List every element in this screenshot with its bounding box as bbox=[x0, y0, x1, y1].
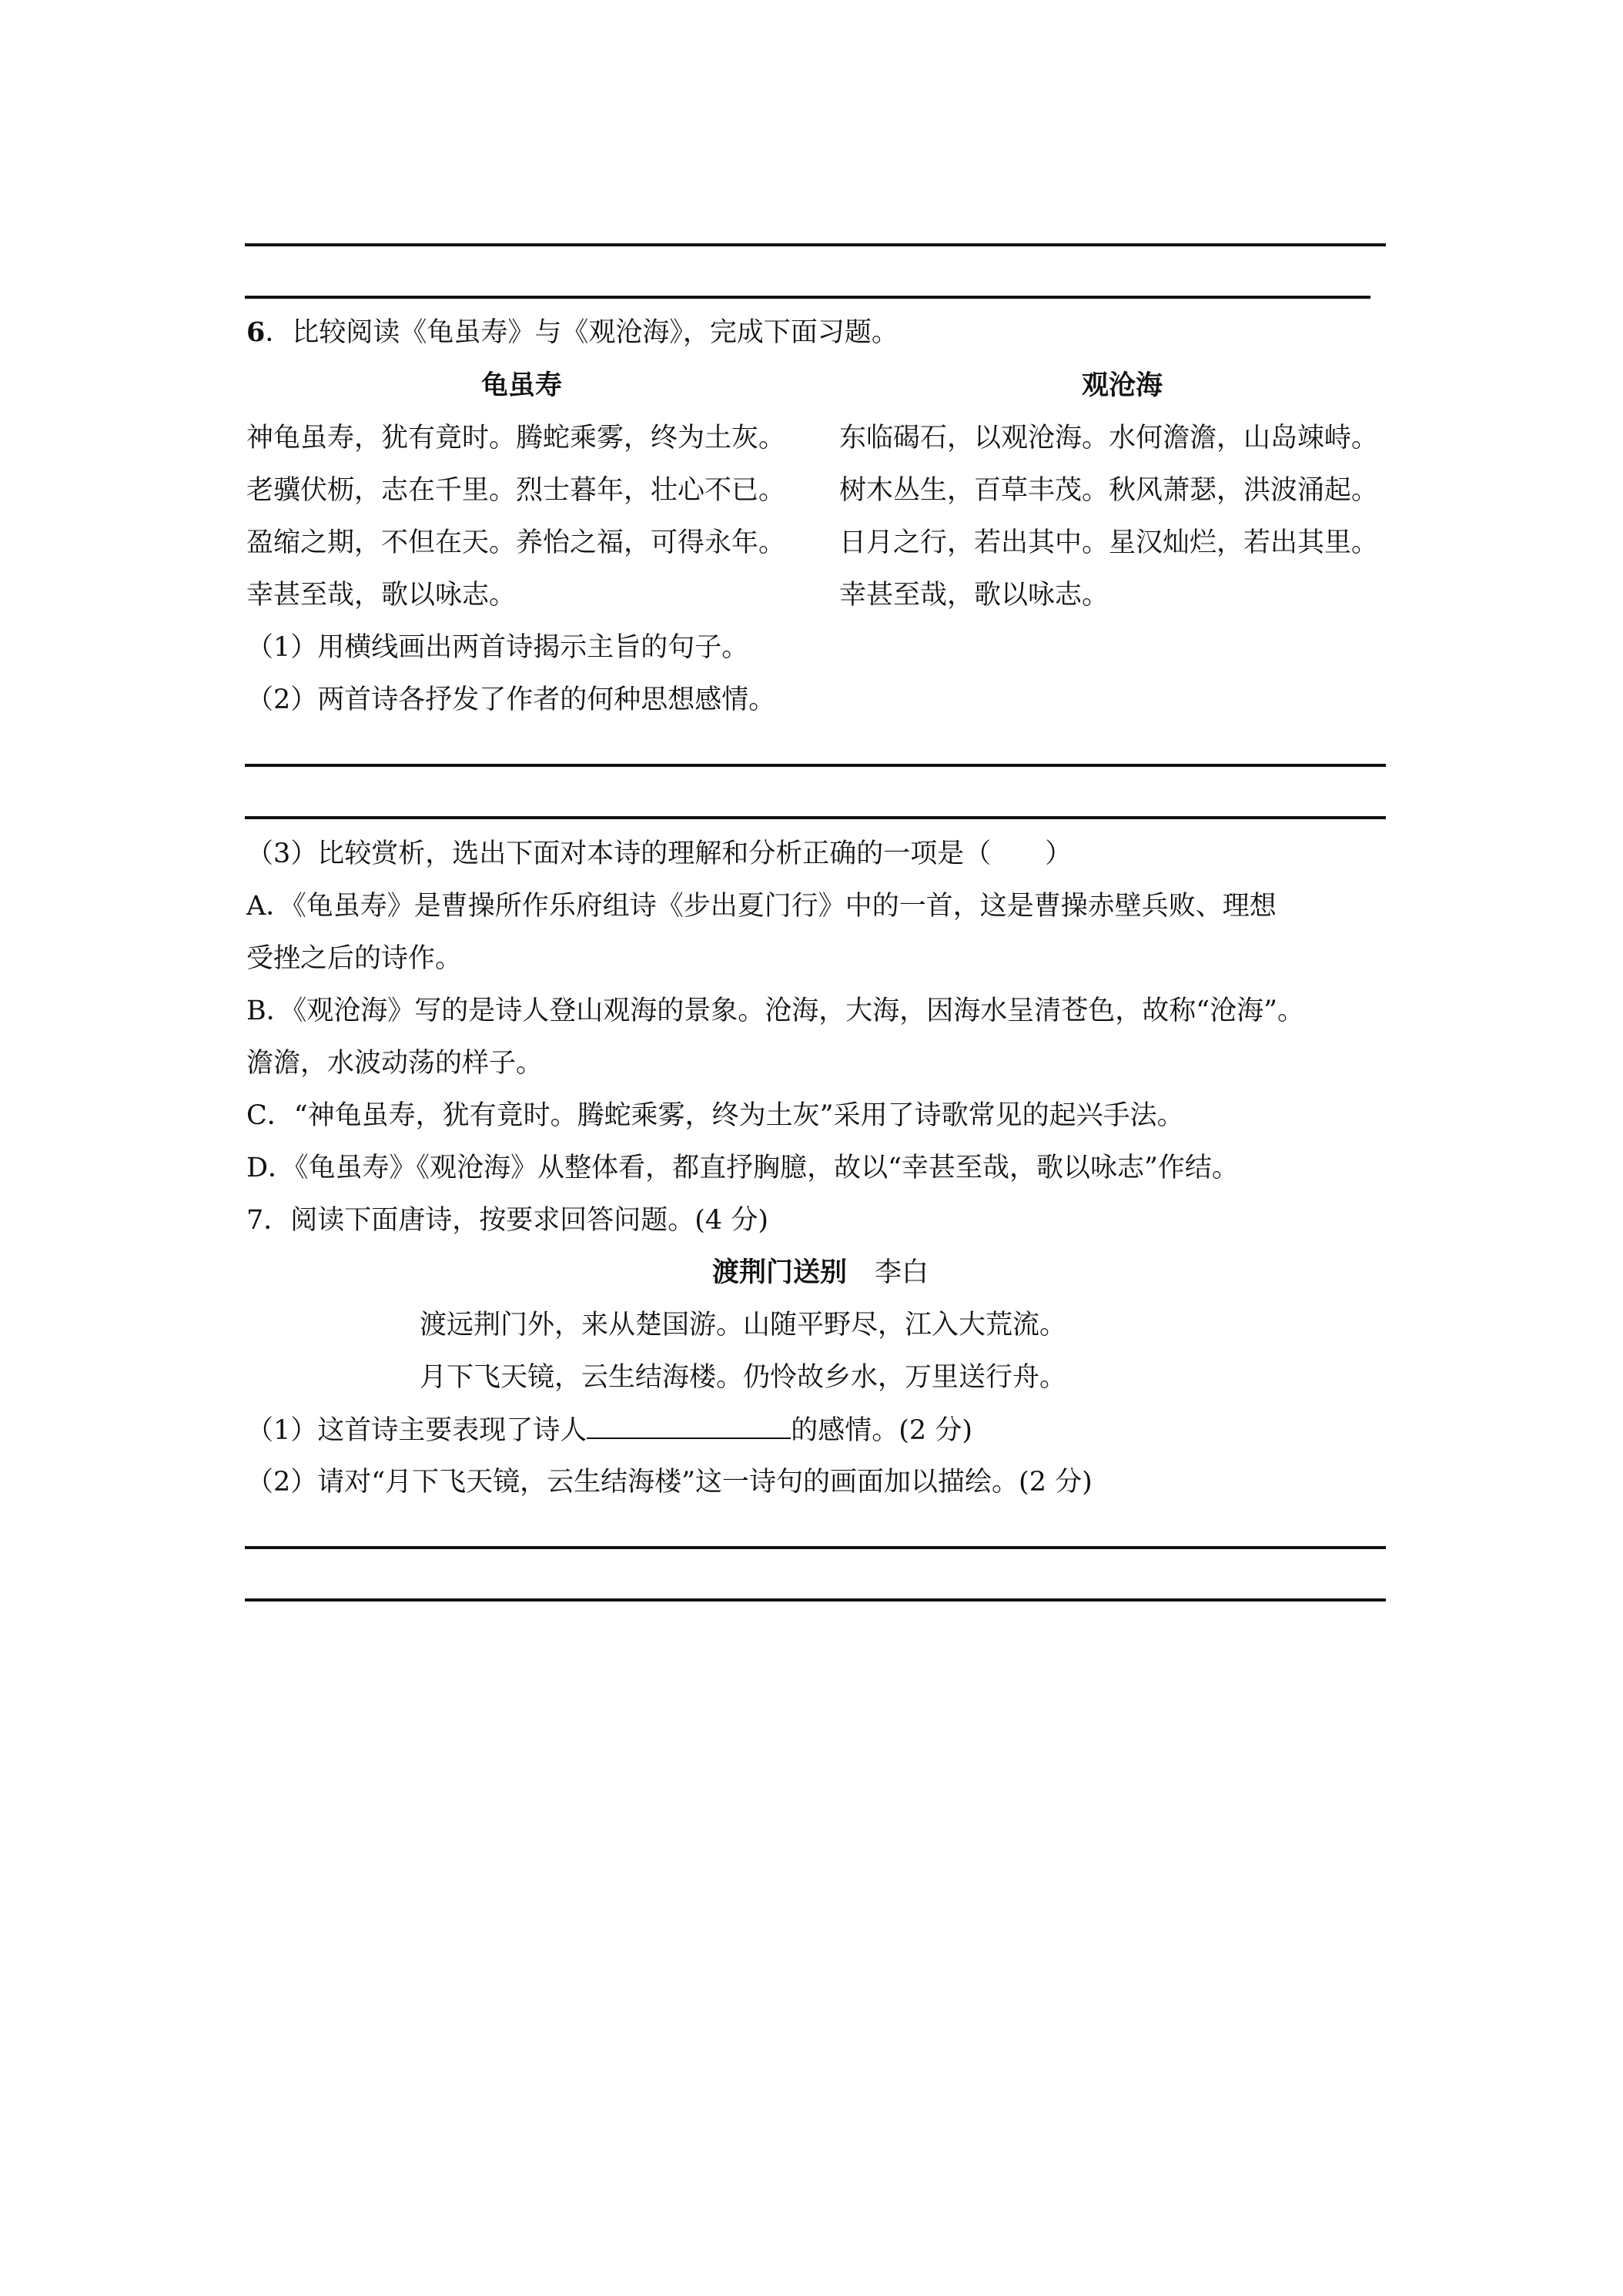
option-b-line1: B．《观沧海》写的是诗人登山观海的景象。沧海，大海，因海水呈清苍色，故称“沧海”。 bbox=[246, 996, 1305, 1026]
question-7-stem: 7．阅读下面唐诗，按要求回答问题。(4 分) bbox=[246, 1205, 768, 1236]
question-7-sub1: （1）这首诗主要表现了诗人 的感情。(2 分) bbox=[246, 1413, 972, 1448]
question-6-stem: 6．比较阅读《龟虽寿》与《观沧海》，完成下面习题。 bbox=[246, 316, 899, 348]
poem-3-title: 渡荆门送别 bbox=[712, 1257, 848, 1288]
option-b-line2: 澹澹，水波动荡的样子。 bbox=[246, 1048, 544, 1079]
poem-3-line: 渡远荆门外，来从楚国游。山随平野尽，江入大荒流。 bbox=[420, 1310, 1067, 1340]
poem-2-line: 东临碣石，以观沧海。水何澹澹，山岛竦峙。 bbox=[839, 423, 1379, 454]
poem-3-author: 李白 bbox=[875, 1257, 929, 1288]
answer-line bbox=[245, 816, 1386, 819]
answer-line bbox=[245, 1546, 1386, 1549]
option-c: C．“神龟虽寿，犹有竟时。腾蛇乘雾，终为土灰”采用了诗歌常见的起兴手法。 bbox=[246, 1100, 1184, 1131]
answer-line bbox=[245, 243, 1386, 246]
question-number: 6 bbox=[246, 316, 266, 348]
poem-2-title: 观沧海 bbox=[1082, 370, 1163, 401]
option-d: D．《龟虽寿》《观沧海》从整体看，都直抒胸臆，故以“幸甚至哉，歌以咏志”作结。 bbox=[246, 1153, 1239, 1183]
fill-in-blank[interactable] bbox=[587, 1413, 791, 1439]
poem-1-line: 幸甚至哉，歌以咏志。 bbox=[246, 580, 517, 611]
question-6-sub1: （1）用横线画出两首诗揭示主旨的句子。 bbox=[246, 632, 749, 663]
poem-2-line: 树木丛生，百草丰茂。秋风萧瑟，洪波涌起。 bbox=[839, 475, 1379, 506]
poem-3-line: 月下飞天镜，云生结海楼。仍怜故乡水，万里送行舟。 bbox=[420, 1362, 1067, 1393]
option-a-line2: 受挫之后的诗作。 bbox=[246, 943, 463, 974]
poem-1-line: 盈缩之期，不但在天。养怡之福，可得永年。 bbox=[246, 527, 786, 558]
answer-line bbox=[245, 764, 1386, 767]
poem-1-line: 老骥伏枥，志在千里。烈士暮年，壮心不已。 bbox=[246, 475, 786, 506]
poem-1-title: 龟虽寿 bbox=[481, 370, 563, 401]
poem-2-line: 幸甚至哉，歌以咏志。 bbox=[839, 580, 1109, 611]
question-7-sub2: （2）请对“月下飞天镜，云生结海楼”这一诗句的画面加以描绘。(2 分) bbox=[246, 1467, 1093, 1498]
question-6-sub2: （2）两首诗各抒发了作者的何种思想感情。 bbox=[246, 684, 776, 715]
option-a-line1: A．《龟虽寿》是曹操所作乐府组诗《步出夏门行》中的一首，这是曹操赤壁兵败、理想 bbox=[246, 891, 1277, 922]
question-6-sub3: （3）比较赏析，选出下面对本诗的理解和分析正确的一项是（ ） bbox=[246, 838, 1073, 869]
answer-line bbox=[245, 296, 1370, 299]
poem-3-heading bbox=[712, 1256, 929, 1290]
poem-2-line: 日月之行，若出其中。星汉灿烂，若出其里。 bbox=[839, 527, 1379, 558]
poem-1-line: 神龟虽寿，犹有竟时。腾蛇乘雾，终为土灰。 bbox=[246, 423, 786, 454]
answer-line bbox=[245, 1598, 1386, 1602]
